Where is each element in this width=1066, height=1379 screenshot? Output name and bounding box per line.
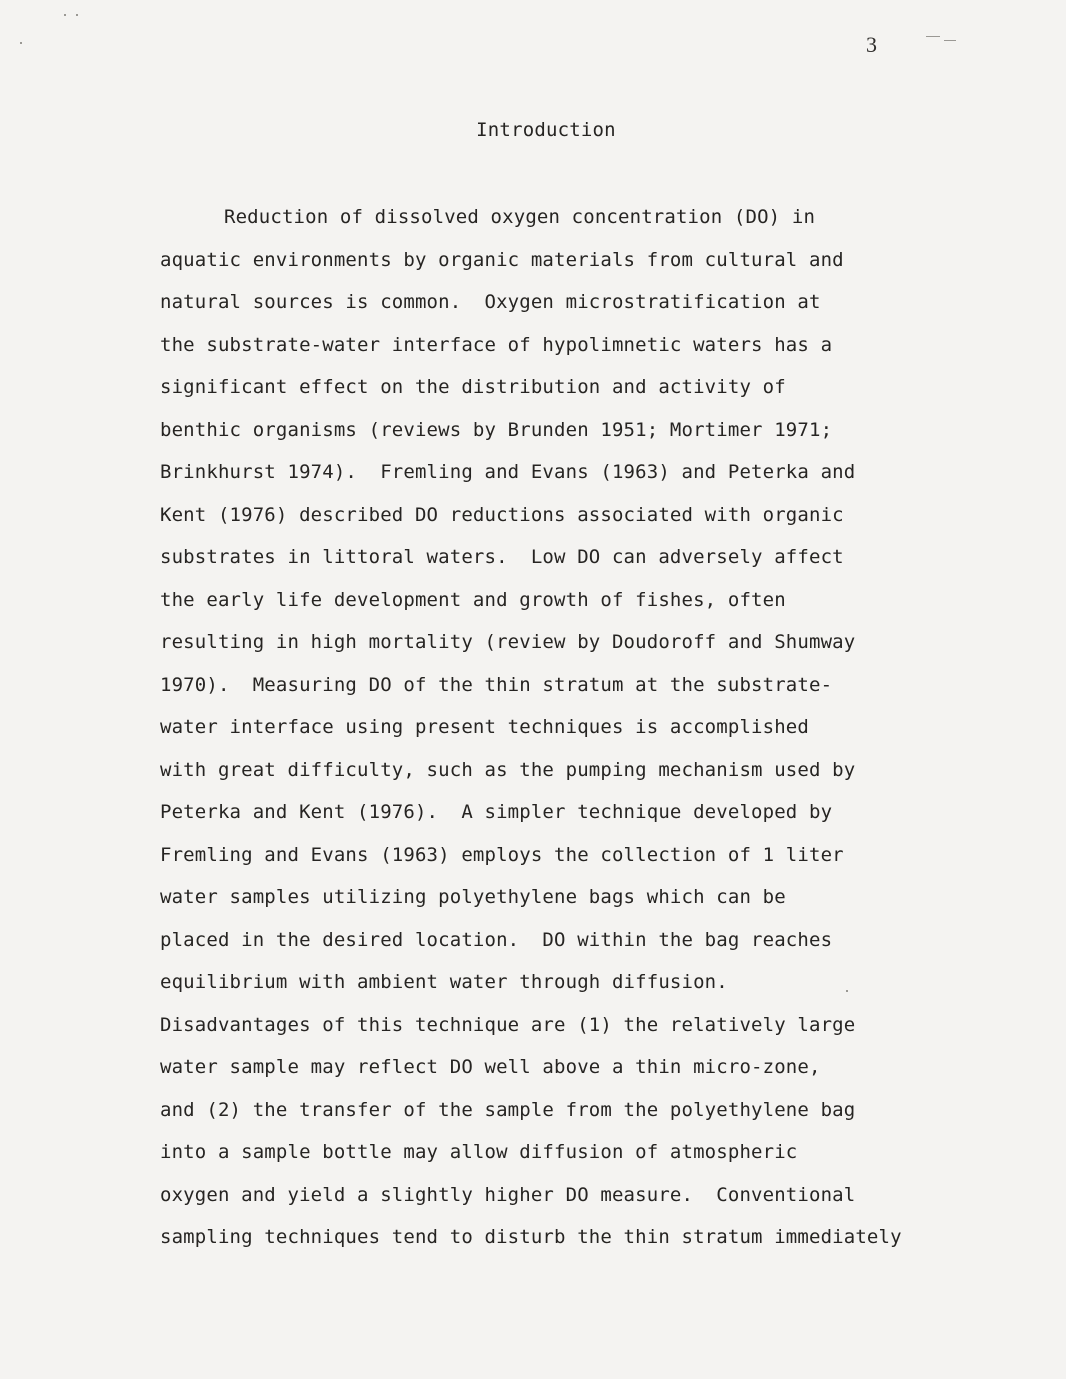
scan-speck xyxy=(64,14,66,16)
paragraph-line: water samples utilizing polyethylene bags which can be xyxy=(160,886,786,908)
paragraph-line: significant effect on the distribution and activity of xyxy=(160,376,786,398)
paragraph-line: sampling techniques tend to disturb the thin stratum immediately xyxy=(160,1226,902,1248)
paragraph-line: placed in the desired location. DO within the bag reaches xyxy=(160,929,833,951)
paragraph-line: Peterka and Kent (1976). A simpler technique developed by xyxy=(160,801,833,823)
scan-speck xyxy=(846,990,848,992)
paragraph-line: equilibrium with ambient water through diffusion. xyxy=(160,971,728,993)
paragraph-line: the early life development and growth of fishes, often xyxy=(160,589,786,611)
paragraph-line: substrates in littoral waters. Low DO can adversely affect xyxy=(160,546,844,568)
paragraph-line: benthic organisms (reviews by Brunden 1951; Mortimer 1971; xyxy=(160,419,833,441)
paragraph-line: natural sources is common. Oxygen microstratification at xyxy=(160,291,821,313)
paragraph-line: oxygen and yield a slightly higher DO measure. Conventional xyxy=(160,1184,856,1206)
scan-speck xyxy=(926,36,940,37)
scan-speck xyxy=(20,42,22,44)
page-number: 3 xyxy=(866,32,877,57)
paragraph-line: water interface using present techniques is accomplished xyxy=(160,716,809,738)
paragraph-line: aquatic environments by organic materials from cultural and xyxy=(160,249,844,271)
scan-speck xyxy=(944,40,956,41)
paragraph-line: Disadvantages of this technique are (1) the relatively large xyxy=(160,1014,856,1036)
paragraph-line: water sample may reflect DO well above a thin micro-zone, xyxy=(160,1056,821,1078)
paragraph-line: Reduction of dissolved oxygen concentration (DO) in xyxy=(224,206,816,228)
paragraph-line: resulting in high mortality (review by Doudoroff and Shumway xyxy=(160,631,856,653)
paragraph-line: with great difficulty, such as the pumping mechanism used by xyxy=(160,759,856,781)
paragraph-line: 1970). Measuring DO of the thin stratum at the substrate- xyxy=(160,674,833,696)
section-heading: Introduction xyxy=(476,119,616,141)
scan-speck xyxy=(76,14,78,16)
paragraph-line: Fremling and Evans (1963) employs the collection of 1 liter xyxy=(160,844,844,866)
paragraph-line: the substrate-water interface of hypolimnetic waters has a xyxy=(160,334,833,356)
paragraph-line: Kent (1976) described DO reductions associated with organic xyxy=(160,504,844,526)
paragraph-line: into a sample bottle may allow diffusion of atmospheric xyxy=(160,1141,798,1163)
paragraph-line: Brinkhurst 1974). Fremling and Evans (1963) and Peterka and xyxy=(160,461,856,483)
paragraph-line: and (2) the transfer of the sample from the polyethylene bag xyxy=(160,1099,856,1121)
